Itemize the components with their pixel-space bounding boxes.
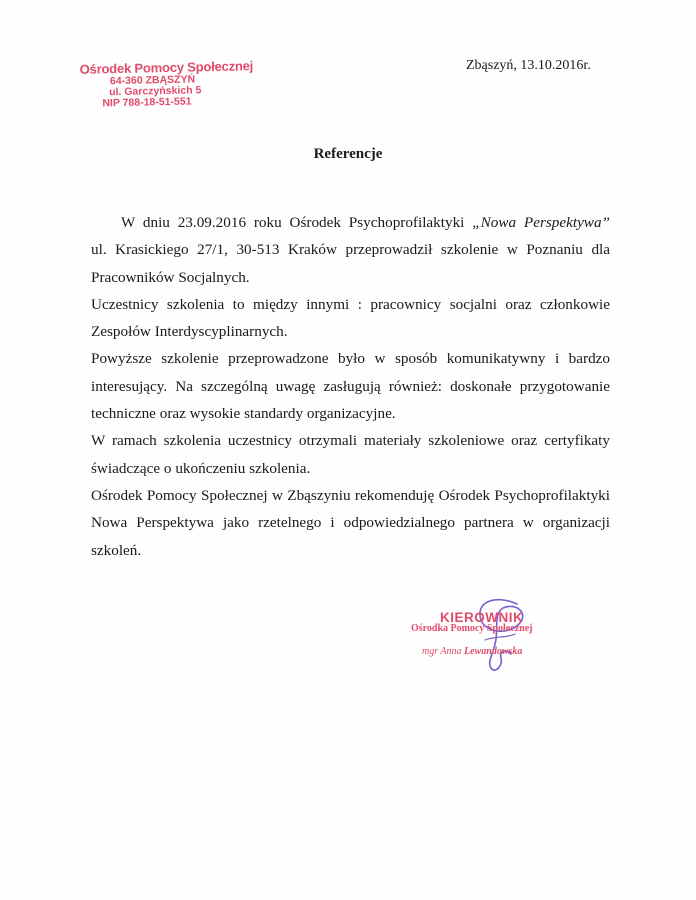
place-date: Zbąszyń, 13.10.2016r. bbox=[466, 58, 591, 73]
signatory-prefix: mgr Anna bbox=[422, 646, 465, 657]
company-name-italic: „Nowa Perspektywa” bbox=[472, 214, 610, 231]
body-line: ul. Krasickiego 27/1, 30-513 Kraków przeprowadził szkolenie w Poznaniu dla bbox=[91, 241, 610, 259]
handwritten-signature bbox=[455, 596, 545, 678]
paragraph-1 bbox=[91, 209, 610, 291]
letter-body bbox=[91, 209, 610, 564]
paragraph-4 bbox=[91, 427, 610, 482]
body-line: szkoleń. bbox=[91, 541, 142, 559]
body-line: Nowa Perspektywa jako rzetelnego i odpowiedzialnego partnera w organizacji bbox=[91, 514, 610, 532]
body-line: Uczestnicy szkolenia to między innymi : pracownicy socjalni oraz członkowie bbox=[91, 295, 610, 313]
stamp-nip: NIP 788-18-51-551 bbox=[102, 95, 192, 110]
paragraph-3 bbox=[91, 345, 610, 427]
stamp-postal: 64-360 ZBĄSZYŃ bbox=[109, 73, 196, 88]
paragraph-5 bbox=[91, 482, 610, 564]
paragraph-2 bbox=[91, 291, 610, 346]
signature-stamp-org: Ośrodka Pomocy Społecznej bbox=[411, 623, 533, 634]
body-line bbox=[91, 209, 610, 236]
document-title: Referencje bbox=[313, 146, 383, 162]
stamp-org-name: Ośrodek Pomocy Społecznej bbox=[79, 58, 254, 77]
body-line: Pracowników Socjalnych. bbox=[91, 268, 250, 286]
signatory-surname: Lewandowska bbox=[464, 646, 523, 657]
header-stamp bbox=[80, 58, 256, 110]
stamp-street: ul. Garczyńskich 5 bbox=[109, 84, 202, 99]
body-line: Powyższe szkolenie przeprowadzone było w sposób komunikatywny i bardzo bbox=[91, 350, 610, 368]
body-line: W ramach szkolenia uczestnicy otrzymali materiały szkoleniowe oraz certyfikaty bbox=[91, 432, 610, 450]
signatory-name bbox=[422, 646, 522, 657]
signature-stamp bbox=[410, 600, 600, 680]
body-line: świadczące o ukończeniu szkolenia. bbox=[91, 459, 311, 477]
body-line: techniczne oraz wysokie standardy organizacyjne. bbox=[91, 405, 396, 423]
body-line: interesujący. Na szczególną uwagę zasługują również: doskonałe przygotowanie bbox=[91, 377, 610, 395]
body-line: Ośrodek Pomocy Społecznej w Zbąszyniu rekomenduję Ośrodek Psychoprofilaktyki bbox=[91, 486, 610, 504]
body-text-segment: W dniu 23.09.2016 roku Ośrodek Psychoprofilaktyki bbox=[121, 214, 473, 231]
signature-stamp-title: KIEROWNIK bbox=[440, 610, 524, 625]
body-line: Zespołów Interdyscyplinarnych. bbox=[91, 323, 288, 341]
